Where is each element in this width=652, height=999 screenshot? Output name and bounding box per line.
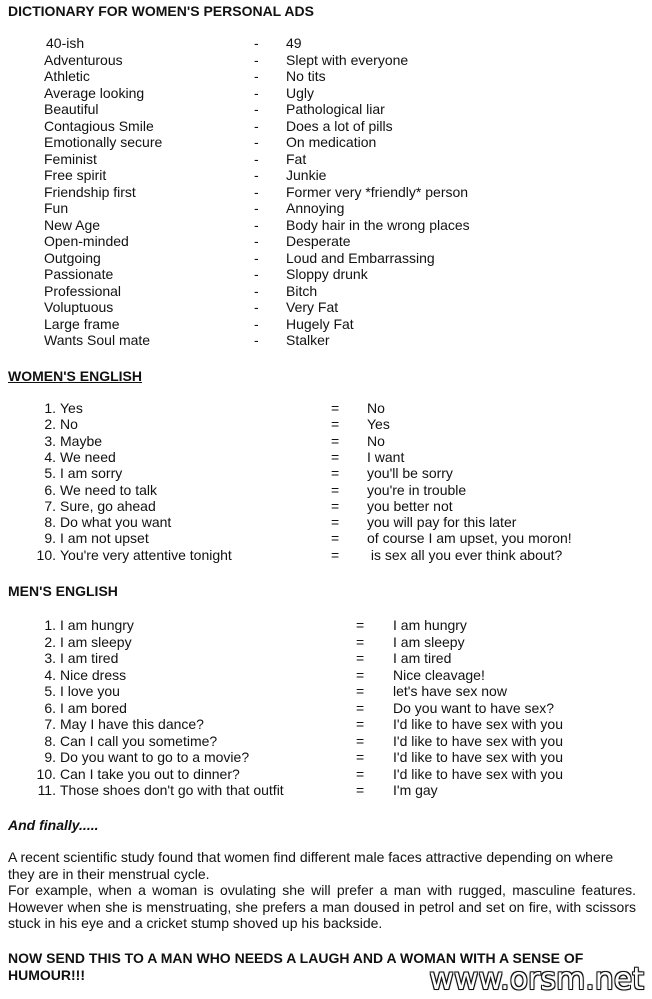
mens-english-phrase: Nice dress <box>60 666 127 683</box>
mens-english-meaning: let's have sex now <box>393 683 507 699</box>
dictionary-separator: - <box>254 266 259 283</box>
mens-english-phrase: Can I take you out to dinner? <box>60 765 240 782</box>
dictionary-meaning: Body hair in the wrong places <box>286 216 470 233</box>
dictionary-row <box>0 217 652 234</box>
mens-english-meaning: I'd like to have sex with you <box>393 732 563 749</box>
womens-english-number: 2. <box>44 416 56 433</box>
dictionary-separator: - <box>254 282 259 299</box>
womens-english-separator: = <box>331 481 340 498</box>
dictionary-separator: - <box>254 117 259 134</box>
dictionary-term: Voluptuous <box>44 299 114 316</box>
mens-english-separator: = <box>356 666 365 683</box>
dictionary-term: Professional <box>44 282 122 299</box>
dictionary-term: Adventurous <box>44 51 123 68</box>
dictionary-separator: - <box>254 150 259 167</box>
mens-english-separator: = <box>356 732 365 749</box>
mens-english-number: 9. <box>44 749 56 765</box>
womens-english-phrase: I am not upset <box>60 530 149 547</box>
womens-english-row <box>0 482 652 499</box>
dictionary-term: Free spirit <box>44 167 107 184</box>
mens-english-number: 7. <box>44 716 56 732</box>
dictionary-term: Outgoing <box>44 249 101 266</box>
mens-english-meaning: I'd like to have sex with you <box>393 765 563 782</box>
dictionary-row <box>0 316 652 333</box>
womens-english-number: 1. <box>44 400 56 416</box>
womens-english-number: 9. <box>44 530 56 547</box>
womens-english-number: 8. <box>44 514 56 531</box>
mens-english-separator: = <box>356 765 365 782</box>
dictionary-meaning: On medication <box>286 134 377 151</box>
mens-english-number: 11. <box>37 782 56 798</box>
dictionary-meaning: Fat <box>286 150 307 167</box>
dictionary-term: Beautiful <box>44 101 99 118</box>
dictionary-term: Wants Soul mate <box>44 332 151 349</box>
dictionary-separator: - <box>254 249 259 266</box>
dictionary-separator: - <box>254 134 259 151</box>
womens-english-row <box>0 465 652 482</box>
womens-english-phrase: No <box>60 416 78 433</box>
dictionary-separator: - <box>254 299 259 316</box>
mens-english-number: 10. <box>36 765 56 782</box>
mens-english-row <box>0 650 652 667</box>
dictionary-meaning: Slept with everyone <box>286 51 409 68</box>
womens-english-row <box>0 498 652 515</box>
dictionary-row <box>0 200 652 217</box>
dictionary-term: Open-minded <box>44 233 129 250</box>
mens-english-phrase: Do you want to go to a movie? <box>60 749 250 765</box>
dictionary-row <box>0 233 652 250</box>
mens-english-row <box>0 683 652 700</box>
mens-english-meaning: I am tired <box>393 650 452 666</box>
dictionary-term: New Age <box>44 216 101 233</box>
mens-english-row <box>0 766 652 783</box>
dictionary-separator: - <box>254 216 259 233</box>
mens-english-row <box>0 667 652 684</box>
womens-english-meaning: No <box>367 432 385 449</box>
womens-english-meaning: of course I am upset, you moron! <box>367 530 572 547</box>
dictionary-meaning: Pathological liar <box>286 101 385 118</box>
womens-english-meaning: you'll be sorry <box>367 465 453 482</box>
dictionary-meaning: No tits <box>286 68 326 85</box>
womens-english-number: 7. <box>44 497 56 514</box>
dictionary-meaning: Annoying <box>286 200 345 217</box>
dictionary-meaning: Sloppy drunk <box>286 266 368 283</box>
womens-english-title: WOMEN'S ENGLISH <box>8 368 142 384</box>
dictionary-term: Contagious Smile <box>44 117 154 134</box>
mens-english-meaning: I'd like to have sex with you <box>393 749 563 765</box>
dictionary-meaning: Ugly <box>286 84 315 101</box>
womens-english-meaning: you better not <box>367 497 453 514</box>
dictionary-term: Passionate <box>44 266 114 283</box>
womens-english-meaning: you will pay for this later <box>367 514 517 531</box>
dictionary-row <box>0 299 652 316</box>
womens-english-row <box>0 449 652 466</box>
closing-text: NOW SEND THIS TO A MAN WHO NEEDS A LAUGH AND A WOMAN WITH A SENSE OF HUMOUR!!! <box>8 950 584 983</box>
dictionary-row <box>0 167 652 184</box>
mens-english-row <box>0 782 652 799</box>
womens-english-separator: = <box>331 416 340 433</box>
dictionary-row <box>0 151 652 168</box>
womens-english-phrase: We need to talk <box>60 481 158 498</box>
womens-english-meaning: No <box>367 400 385 416</box>
mens-english-separator: = <box>356 683 365 699</box>
dictionary-row <box>0 101 652 118</box>
mens-english-row <box>0 733 652 750</box>
dictionary-separator: - <box>254 332 259 349</box>
mens-english-phrase: May I have this dance? <box>60 716 204 732</box>
mens-english-number: 5. <box>44 683 56 699</box>
mens-english-separator: = <box>356 650 365 666</box>
womens-english-separator: = <box>331 530 340 547</box>
finally-heading: And finally..... <box>8 817 99 833</box>
womens-english-meaning: you're in trouble <box>367 481 467 498</box>
dictionary-row <box>0 118 652 135</box>
dictionary-row <box>0 332 652 349</box>
dictionary-row <box>0 68 652 85</box>
mens-english-phrase: I love you <box>60 683 120 699</box>
dictionary-meaning: Desperate <box>286 233 351 250</box>
mens-english-number: 6. <box>44 699 56 716</box>
mens-english-title: MEN'S ENGLISH <box>8 583 118 599</box>
dictionary-separator: - <box>254 68 259 85</box>
womens-english-separator: = <box>331 432 340 449</box>
mens-english-number: 1. <box>44 617 56 633</box>
dictionary-separator: - <box>254 101 259 118</box>
dictionary-separator: - <box>254 84 259 101</box>
dictionary-meaning: Hugely Fat <box>286 315 354 332</box>
womens-english-phrase: We need <box>60 448 116 465</box>
mens-english-number: 3. <box>44 650 56 666</box>
womens-english-number: 10. <box>36 546 56 563</box>
dictionary-row <box>0 35 652 52</box>
dictionary-separator: - <box>254 315 259 332</box>
mens-english-phrase: Those shoes don't go with that outfit <box>60 782 284 798</box>
dictionary-row <box>0 283 652 300</box>
mens-english-row <box>0 617 652 634</box>
mens-english-separator: = <box>356 749 365 765</box>
mens-english-meaning: Nice cleavage! <box>393 666 485 683</box>
womens-english-row <box>0 530 652 547</box>
dictionary-meaning: Loud and Embarrassing <box>286 249 435 266</box>
womens-english-number: 6. <box>44 481 56 498</box>
mens-english-meaning: Do you want to have sex? <box>393 699 555 716</box>
study-paragraph: A recent scientific study found that women find different male faces attractive depending on where they are in their menstrual cycle. <box>8 849 614 882</box>
mens-english-phrase: I am tired <box>60 650 119 666</box>
dictionary-meaning: Does a lot of pills <box>286 117 393 134</box>
womens-english-phrase: Do what you want <box>60 514 172 531</box>
mens-english-meaning: I am hungry <box>393 617 467 633</box>
womens-english-number: 3. <box>44 432 56 449</box>
womens-english-number: 5. <box>44 465 56 482</box>
mens-english-row <box>0 634 652 651</box>
womens-english-row <box>0 400 652 417</box>
mens-english-separator: = <box>356 782 365 798</box>
dictionary-separator: - <box>254 51 259 68</box>
dictionary-row <box>0 52 652 69</box>
womens-english-separator: = <box>331 448 340 465</box>
womens-english-phrase: Maybe <box>60 432 103 449</box>
dictionary-separator: - <box>254 200 259 217</box>
mens-english-row <box>0 716 652 733</box>
dictionary-row <box>0 134 652 151</box>
mens-english-meaning: I'm gay <box>393 782 438 798</box>
dictionary-meaning: Former very *friendly* person <box>286 183 469 200</box>
mens-english-phrase: I am sleepy <box>60 633 132 650</box>
dictionary-separator: - <box>254 167 259 184</box>
mens-english-number: 4. <box>44 666 56 683</box>
mens-english-phrase: I am hungry <box>60 617 134 633</box>
womens-english-meaning: I want <box>367 448 405 465</box>
womens-english-meaning: is sex all you ever think about? <box>367 546 563 563</box>
mens-english-row <box>0 700 652 717</box>
dictionary-term: Feminist <box>44 150 97 167</box>
womens-english-separator: = <box>331 400 340 416</box>
womens-english-separator: = <box>331 497 340 514</box>
dictionary-term: 40-ish <box>46 35 85 51</box>
womens-english-row <box>0 433 652 450</box>
dictionary-term: Fun <box>44 200 69 217</box>
mens-english-number: 8. <box>44 732 56 749</box>
womens-english-phrase: You're very attentive tonight <box>60 546 232 563</box>
womens-english-separator: = <box>331 465 340 482</box>
dictionary-meaning: Bitch <box>286 282 318 299</box>
mens-english-phrase: Can I call you sometime? <box>60 732 218 749</box>
dictionary-row <box>0 250 652 267</box>
dictionary-term: Emotionally secure <box>44 134 163 151</box>
womens-english-phrase: Yes <box>60 400 83 416</box>
dictionary-meaning: Very Fat <box>286 299 339 316</box>
dictionary-separator: - <box>254 35 259 51</box>
dictionary-row <box>0 184 652 201</box>
womens-english-separator: = <box>331 546 340 563</box>
womens-english-meaning: Yes <box>367 416 390 433</box>
dictionary-term: Average looking <box>44 84 145 101</box>
watermark: www.orsm.net <box>429 962 644 997</box>
dictionary-title: DICTIONARY FOR WOMEN'S PERSONAL ADS <box>8 3 314 19</box>
mens-english-meaning: I'd like to have sex with you <box>393 716 563 732</box>
womens-english-number: 4. <box>44 448 56 465</box>
womens-english-row <box>0 416 652 433</box>
example-paragraph: For example, when a woman is ovulating she will prefer a man with rugged, masculine features. However when she is menstruating, she prefers a man doused in petrol and set on fire, with scissors stuck in his eye and a cricket stump shoved up his backside. <box>8 882 636 931</box>
dictionary-separator: - <box>254 183 259 200</box>
mens-english-separator: = <box>356 617 365 633</box>
womens-english-row <box>0 547 652 564</box>
dictionary-row <box>0 85 652 102</box>
mens-english-phrase: I am bored <box>60 699 127 716</box>
dictionary-term: Large frame <box>44 315 120 332</box>
mens-english-separator: = <box>356 716 365 732</box>
dictionary-row <box>0 266 652 283</box>
dictionary-term: Athletic <box>44 68 90 85</box>
mens-english-separator: = <box>356 633 365 650</box>
dictionary-meaning: Junkie <box>286 167 327 184</box>
mens-english-number: 2. <box>44 633 56 650</box>
mens-english-row <box>0 749 652 766</box>
dictionary-meaning: 49 <box>286 35 302 51</box>
womens-english-phrase: I am sorry <box>60 465 123 482</box>
dictionary-separator: - <box>254 233 259 250</box>
womens-english-separator: = <box>331 514 340 531</box>
mens-english-separator: = <box>356 699 365 716</box>
womens-english-row <box>0 514 652 531</box>
dictionary-term: Friendship first <box>44 183 136 200</box>
womens-english-phrase: Sure, go ahead <box>60 497 156 514</box>
mens-english-meaning: I am sleepy <box>393 633 465 650</box>
dictionary-meaning: Stalker <box>286 332 330 349</box>
